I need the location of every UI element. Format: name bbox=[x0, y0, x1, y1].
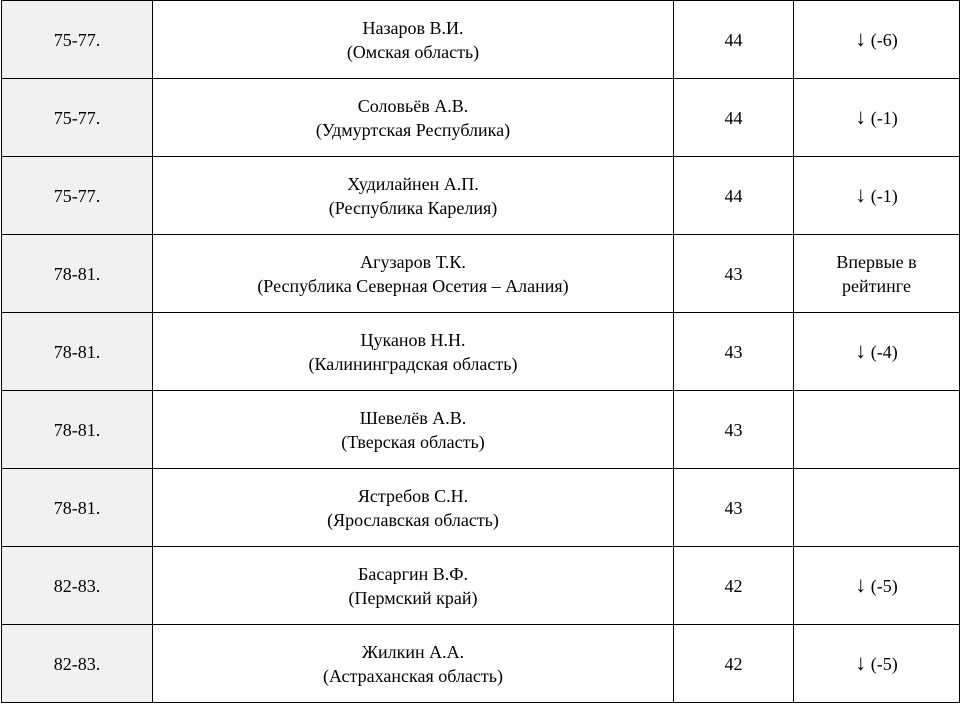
rating-table bbox=[1, 0, 960, 703]
rank-cell: 82-83. bbox=[2, 625, 153, 703]
rank-cell: 75-77. bbox=[2, 79, 153, 157]
name-cell bbox=[153, 79, 674, 157]
change-cell bbox=[794, 157, 960, 235]
change-value: (-4) bbox=[870, 342, 898, 362]
score-cell: 43 bbox=[674, 391, 794, 469]
region-name: (Удмуртская Республика) bbox=[315, 119, 511, 140]
region-name: (Астраханская область) bbox=[323, 665, 503, 686]
change-cell bbox=[794, 391, 960, 469]
person-name: Ястребов С.Н. bbox=[357, 485, 469, 506]
table-row bbox=[2, 1, 960, 79]
down-arrow-icon: ↓ bbox=[855, 650, 867, 675]
change-value: (-5) bbox=[870, 654, 898, 674]
score-cell: 42 bbox=[674, 625, 794, 703]
region-name: (Калининградская область) bbox=[308, 353, 518, 374]
change-cell bbox=[794, 1, 960, 79]
person-name: Цуканов Н.Н. bbox=[360, 329, 466, 350]
score-cell: 43 bbox=[674, 235, 794, 313]
down-arrow-icon: ↓ bbox=[855, 104, 867, 129]
rank-cell: 75-77. bbox=[2, 157, 153, 235]
rank-cell: 78-81. bbox=[2, 235, 153, 313]
person-name: Басаргин В.Ф. bbox=[358, 563, 468, 584]
score-cell: 42 bbox=[674, 547, 794, 625]
name-cell bbox=[153, 313, 674, 391]
change-value: (-1) bbox=[870, 108, 898, 128]
region-name: (Омская область) bbox=[346, 41, 480, 62]
name-cell bbox=[153, 235, 674, 313]
change-value: (-5) bbox=[870, 576, 898, 596]
score-cell: 44 bbox=[674, 157, 794, 235]
rank-cell: 78-81. bbox=[2, 313, 153, 391]
region-name: (Пермский край) bbox=[348, 587, 478, 608]
rank-cell: 78-81. bbox=[2, 391, 153, 469]
change-cell bbox=[794, 625, 960, 703]
change-cell bbox=[794, 469, 960, 547]
score-cell: 44 bbox=[674, 79, 794, 157]
change-text: Впервые в рейтинге bbox=[836, 251, 917, 296]
region-name: (Тверская область) bbox=[341, 431, 485, 452]
table-row bbox=[2, 625, 960, 703]
change-cell bbox=[794, 547, 960, 625]
change-value: (-6) bbox=[870, 30, 898, 50]
score-cell: 43 bbox=[674, 469, 794, 547]
name-cell bbox=[153, 625, 674, 703]
name-cell bbox=[153, 1, 674, 79]
change-cell bbox=[794, 79, 960, 157]
score-cell: 43 bbox=[674, 313, 794, 391]
name-cell bbox=[153, 469, 674, 547]
table-row bbox=[2, 235, 960, 313]
down-arrow-icon: ↓ bbox=[855, 338, 867, 363]
down-arrow-icon: ↓ bbox=[855, 26, 867, 51]
down-arrow-icon: ↓ bbox=[855, 182, 867, 207]
name-cell bbox=[153, 391, 674, 469]
person-name: Жилкин А.А. bbox=[361, 641, 465, 662]
change-cell bbox=[794, 313, 960, 391]
table-row bbox=[2, 313, 960, 391]
change-cell bbox=[794, 235, 960, 313]
name-cell bbox=[153, 547, 674, 625]
rank-cell: 78-81. bbox=[2, 469, 153, 547]
region-name: (Республика Северная Осетия – Алания) bbox=[257, 275, 569, 296]
table-row bbox=[2, 547, 960, 625]
table-row bbox=[2, 391, 960, 469]
score-cell: 44 bbox=[674, 1, 794, 79]
region-name: (Республика Карелия) bbox=[328, 197, 498, 218]
region-name: (Ярославская область) bbox=[327, 509, 499, 530]
person-name: Соловьёв А.В. bbox=[357, 95, 469, 116]
down-arrow-icon: ↓ bbox=[855, 572, 867, 597]
person-name: Назаров В.И. bbox=[362, 17, 464, 38]
table-row bbox=[2, 469, 960, 547]
table-row bbox=[2, 157, 960, 235]
change-value: (-1) bbox=[870, 186, 898, 206]
table-row bbox=[2, 79, 960, 157]
name-cell bbox=[153, 157, 674, 235]
person-name: Шевелёв А.В. bbox=[359, 407, 467, 428]
person-name: Худилайнен А.П. bbox=[347, 173, 479, 194]
rank-cell: 75-77. bbox=[2, 1, 153, 79]
person-name: Агузаров Т.К. bbox=[360, 251, 466, 272]
rank-cell: 82-83. bbox=[2, 547, 153, 625]
